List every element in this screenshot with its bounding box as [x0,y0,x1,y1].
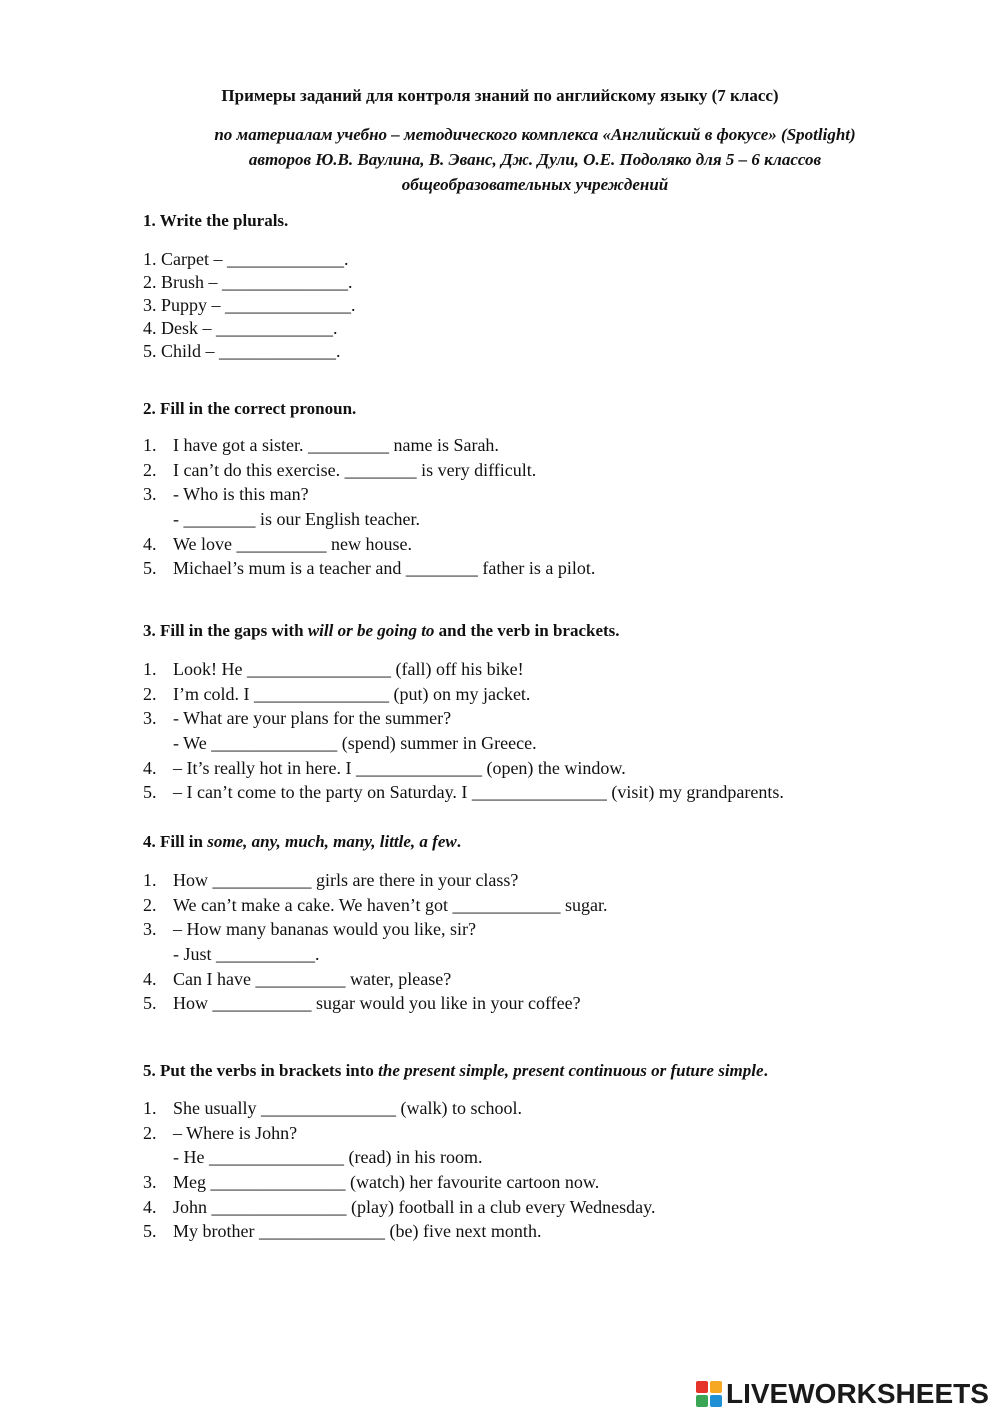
heading-text: 4. Fill in [143,832,208,851]
item-text: - ________ is our English teacher. [173,509,420,530]
item-text: – It’s really hot in here. I ______________ (open) the window. [173,757,626,778]
section-2-heading [143,399,356,419]
item-number: 5. [143,782,157,803]
item-text: I’m cold. I _______________ (put) on my jacket. [173,683,531,704]
item-number: 2. [143,459,157,480]
item-text: - He _______________ (read) in his room. [173,1147,483,1168]
heading-emphasis: will or be going to [307,621,435,640]
section-3-list [143,657,784,805]
item-text: Can I have __________ water, please? [173,968,452,989]
list-item [143,556,595,581]
item-text: We love __________ new house. [173,533,413,554]
heading-emphasis: some, any, much, many, little, a few [207,832,457,851]
logo-square [710,1381,722,1393]
item-text: 3. Puppy – ______________. [143,295,356,315]
list-item [143,433,595,458]
heading-text: . [456,832,461,851]
item-text: Meg _______________ (watch) her favourite cartoon now. [173,1172,600,1193]
heading-text: . [763,1061,768,1080]
section-4-heading [143,832,461,852]
list-item [143,893,607,918]
list-item [143,991,607,1016]
item-text: How ___________ girls are there in your class? [173,870,519,890]
item-text: - What are your plans for the summer? [173,708,452,729]
list-item [143,317,356,340]
list-item [143,917,607,942]
list-item [143,271,356,294]
item-number: 5. [143,993,157,1014]
item-number: 3. [143,919,157,940]
item-number: 1. [143,1098,157,1118]
page-subtitle [120,122,950,197]
liveworksheets-logo[interactable] [696,1376,996,1412]
item-number: 3. [143,484,157,505]
list-item [143,294,356,317]
list-item [143,507,595,532]
item-text: - We ______________ (spend) summer in Greece. [173,733,537,754]
section-3-heading [143,621,620,641]
heading-emphasis: the present simple, present continuous or future simple [378,1061,764,1080]
item-text: I can’t do this exercise. ________ is very difficult. [173,459,537,480]
section-5-heading [143,1061,768,1081]
item-text: Look! He ________________ (fall) off his bike! [173,659,524,679]
item-text: – I can’t come to the party on Saturday. I _______________ (visit) my grandparents. [173,782,784,803]
list-item [143,967,607,992]
logo-text: LIVEWORKSHEETS [726,1378,989,1409]
list-item [143,657,784,682]
item-text: 4. Desk – _____________. [143,318,338,338]
item-number: 1. [143,870,157,890]
item-text: How ___________ sugar would you like in your coffee? [173,993,581,1014]
list-item [143,942,607,967]
item-number: 4. [143,1196,157,1217]
item-text: – Where is John? [173,1122,298,1143]
list-item [143,1121,655,1146]
heading-text: 2. Fill in the correct pronoun. [143,399,357,418]
item-number: 1. [143,435,157,455]
heading-text: 1. Write the plurals. [143,211,289,230]
item-number: 2. [143,683,157,704]
item-text: – How many bananas would you like, sir? [173,919,476,940]
list-item [143,1195,655,1220]
item-number: 3. [143,1172,157,1193]
list-item [143,868,607,893]
item-number: 2. [143,1122,157,1143]
logo-square [696,1381,708,1393]
page-title: Примеры заданий для контроля знаний по английскому языку (7 класс) [221,86,779,105]
list-item [143,532,595,557]
section-1-heading [143,211,288,231]
heading-text: 3. Fill in the gaps with [143,621,308,640]
list-item [143,756,784,781]
list-item [143,1096,655,1121]
item-number: 4. [143,968,157,989]
item-number: 3. [143,708,157,729]
list-item [143,248,356,271]
list-item [143,780,784,805]
item-number: 5. [143,1221,157,1242]
item-text: - Who is this man? [173,484,309,505]
list-item [143,1219,655,1244]
list-item [143,482,595,507]
item-text: We can’t make a cake. We haven’t got ____________ sugar. [173,894,608,915]
subtitle-line: авторов Ю.В. Ваулина, В. Эванс, Дж. Дули, О.Е. Подоляко для 5 – 6 классов [248,150,822,169]
section-5-list [143,1096,655,1244]
item-number: 4. [143,757,157,778]
list-item [143,340,356,363]
list-item [143,1145,655,1170]
section-1-list [143,248,356,363]
subtitle-line: общеобразовательных учреждений [401,175,669,194]
logo-square [696,1395,708,1407]
item-number: 5. [143,558,157,579]
list-item [143,731,784,756]
list-item [143,706,784,731]
logo-mark-icon [696,1381,722,1407]
item-text: She usually _______________ (walk) to school. [173,1098,522,1118]
list-item [143,458,595,483]
item-text: 2. Brush – ______________. [143,272,353,292]
subtitle-line: по материалам учебно – методического комплекса «Английский в фокусе» (Spotlight) [214,125,856,144]
heading-text: and the verb in brackets. [434,621,620,640]
item-text: 5. Child – _____________. [143,341,341,361]
item-text: John _______________ (play) football in a club every Wednesday. [173,1196,656,1217]
heading-text: 5. Put the verbs in brackets into [143,1061,379,1080]
item-text: - Just ___________. [173,944,320,965]
item-number: 2. [143,894,157,915]
list-item [143,682,784,707]
item-number: 1. [143,659,157,679]
item-text: 1. Carpet – _____________. [143,249,349,269]
list-item [143,1170,655,1195]
item-text: I have got a sister. _________ name is Sarah. [173,435,499,455]
item-text: Michael’s mum is a teacher and ________ father is a pilot. [173,558,596,579]
item-text: My brother ______________ (be) five next month. [173,1221,542,1242]
section-4-list [143,868,607,1016]
item-number: 4. [143,533,157,554]
section-2-list [143,433,595,581]
logo-square [710,1395,722,1407]
